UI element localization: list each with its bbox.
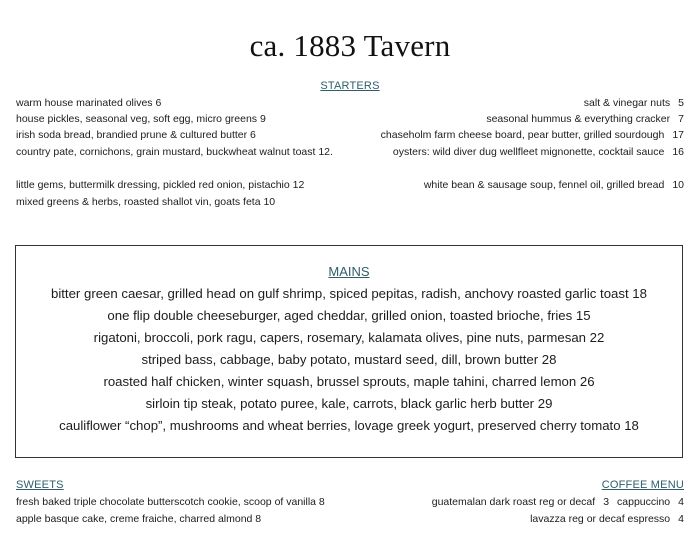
starter-item: irish soda bread, brandied prune & cultured butter 6 (16, 129, 256, 141)
mains-heading: MAINS (328, 264, 370, 279)
sweets-heading: SWEETS (16, 479, 64, 491)
starter-price: 7 (678, 113, 684, 125)
mains-item: rigatoni, broccoli, pork ragu, capers, rosemary, kalamata olives, pine nuts, parmesan 22 (93, 330, 605, 345)
coffee-row (530, 513, 684, 525)
starter-name: seasonal hummus & everything cracker (486, 113, 671, 125)
mains-item: sirloin tip steak, potato puree, kale, carrots, black garlic herb butter 29 (145, 396, 553, 411)
starter-item: country pate, cornichons, grain mustard, buckwheat walnut toast 12. (16, 146, 333, 158)
mains-box (15, 245, 683, 458)
starter-item: warm house marinated olives 6 (16, 97, 162, 109)
mains-item: bitter green caesar, grilled head on gulf shrimp, spiced pepitas, radish, anchovy roasted garlic toast 18 (51, 286, 647, 301)
mains-item: one flip double cheeseburger, aged cheddar, grilled onion, toasted brioche, fries 15 (107, 308, 591, 323)
starters-heading: STARTERS (320, 80, 380, 92)
starter-price: 16 (672, 146, 684, 158)
starter-name: oysters: wild diver dug wellfleet mignonette, cocktail sauce (392, 146, 665, 158)
starter-item: little gems, buttermilk dressing, pickled red onion, pistachio 12 (16, 179, 305, 191)
starter-item-right (424, 179, 684, 191)
coffee-item: guatemalan dark roast reg or decaf (431, 496, 596, 508)
starter-price: 17 (672, 129, 684, 141)
starter-name: chaseholm farm cheese board, pear butter, grilled sourdough (380, 129, 665, 141)
starter-item: mixed greens & herbs, roasted shallot vin, goats feta 10 (16, 196, 276, 208)
coffee-heading: COFFEE MENU (601, 479, 684, 491)
coffee-row (432, 496, 684, 508)
coffee-item: lavazza reg or decaf espresso (530, 513, 671, 525)
coffee-item: cappuccino (617, 496, 671, 508)
coffee-price: 4 (678, 513, 684, 525)
mains-item: striped bass, cabbage, baby potato, mustard seed, dill, brown butter 28 (141, 352, 557, 367)
starter-price: 5 (678, 97, 684, 109)
starter-name: white bean & sausage soup, fennel oil, grilled bread (423, 179, 665, 191)
coffee-price: 4 (678, 496, 684, 508)
mains-item: roasted half chicken, winter squash, brussel sprouts, maple tahini, charred lemon 26 (103, 374, 595, 389)
starter-item-right (381, 129, 684, 141)
starter-item-right (393, 146, 684, 158)
coffee-price: 3 (603, 496, 610, 508)
mains-item: cauliflower “chop”, mushrooms and wheat berries, lovage greek yogurt, preserved cherry tomato 18 (59, 418, 639, 433)
sweets-item: fresh baked triple chocolate butterscotch cookie, scoop of vanilla 8 (16, 496, 325, 508)
starter-item: house pickles, seasonal veg, soft egg, micro greens 9 (16, 113, 266, 125)
starter-name: salt & vinegar nuts (583, 97, 671, 109)
starter-item-right (486, 113, 684, 125)
starter-item-right (584, 97, 684, 109)
restaurant-title: ca. 1883 Tavern (249, 28, 451, 63)
starter-price: 10 (672, 179, 684, 191)
sweets-item: apple basque cake, creme fraiche, charred almond 8 (16, 513, 262, 525)
